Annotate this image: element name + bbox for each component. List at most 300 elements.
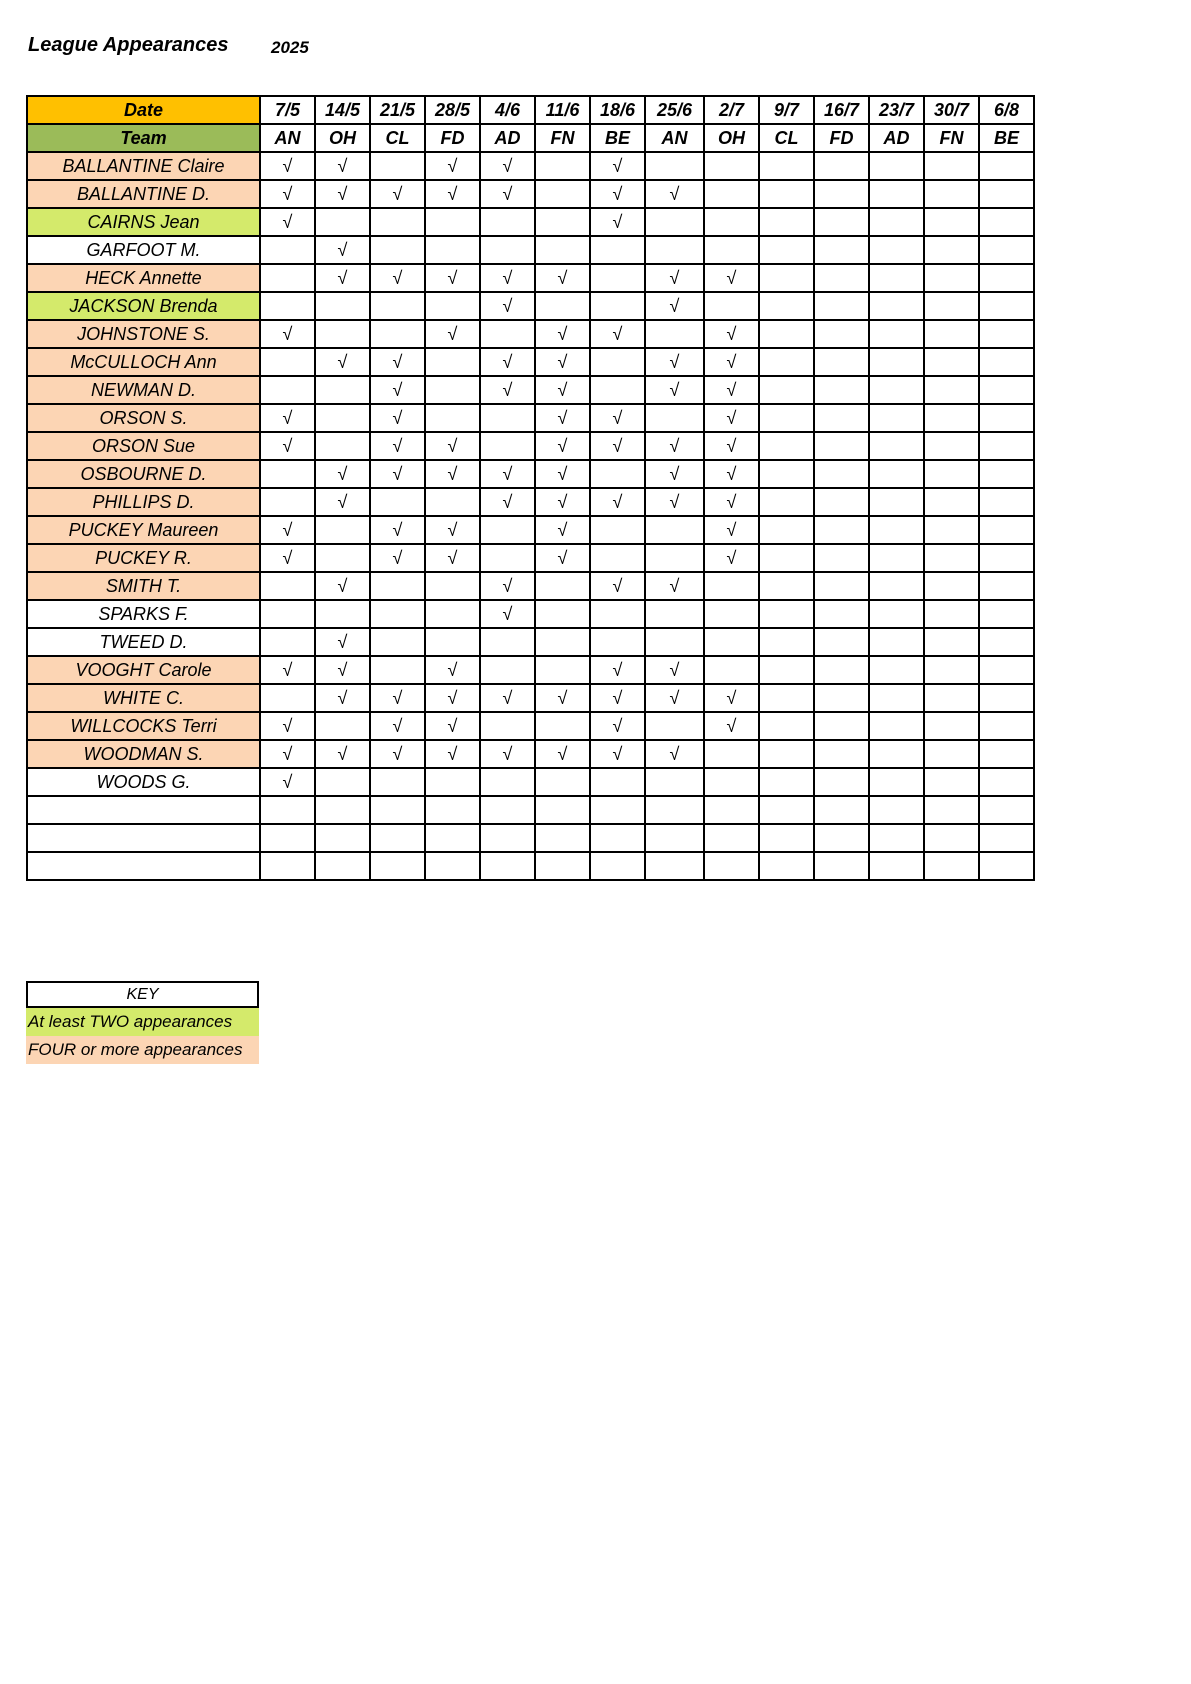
appearance-cell <box>645 152 704 180</box>
appearance-cell: √ <box>590 684 645 712</box>
appearance-cell: √ <box>480 488 535 516</box>
appearance-cell <box>645 208 704 236</box>
appearance-cell: √ <box>260 656 315 684</box>
appearance-cell: √ <box>704 264 759 292</box>
appearance-cell <box>425 488 480 516</box>
appearance-cell <box>480 824 535 852</box>
player-name-cell: OSBOURNE D. <box>27 460 260 488</box>
appearance-cell <box>260 684 315 712</box>
appearance-cell <box>590 460 645 488</box>
appearance-cell <box>814 740 869 768</box>
appearance-cell <box>425 600 480 628</box>
appearance-cell <box>645 768 704 796</box>
appearance-cell: √ <box>315 740 370 768</box>
appearance-cell: √ <box>370 740 425 768</box>
appearance-cell <box>924 432 979 460</box>
appearance-cell: √ <box>370 684 425 712</box>
appearance-cell <box>979 404 1034 432</box>
player-name-cell: WOODS G. <box>27 768 260 796</box>
date-header-cell: 30/7 <box>924 96 979 124</box>
appearance-cell <box>869 180 924 208</box>
appearance-cell: √ <box>645 684 704 712</box>
appearance-cell <box>759 600 814 628</box>
player-name-cell: JOHNSTONE S. <box>27 320 260 348</box>
appearance-cell: √ <box>260 544 315 572</box>
appearance-cell <box>759 180 814 208</box>
appearance-cell <box>260 264 315 292</box>
appearance-cell: √ <box>315 628 370 656</box>
appearance-cell <box>704 656 759 684</box>
appearance-cell <box>590 768 645 796</box>
appearance-cell <box>645 600 704 628</box>
appearance-cell <box>759 796 814 824</box>
appearance-cell <box>979 544 1034 572</box>
appearance-cell <box>370 320 425 348</box>
team-header-cell: AN <box>260 124 315 152</box>
appearance-cell <box>924 600 979 628</box>
date-header-cell: 23/7 <box>869 96 924 124</box>
appearance-cell <box>704 796 759 824</box>
table-row <box>27 712 1034 740</box>
appearance-cell: √ <box>480 684 535 712</box>
appearance-cell <box>704 292 759 320</box>
appearance-cell <box>814 432 869 460</box>
appearance-cell: √ <box>535 348 590 376</box>
table-row <box>27 488 1034 516</box>
appearance-cell <box>425 824 480 852</box>
appearance-cell <box>924 796 979 824</box>
appearance-cell <box>814 516 869 544</box>
table-row <box>27 292 1034 320</box>
appearance-cell: √ <box>425 152 480 180</box>
appearance-cell <box>260 236 315 264</box>
appearance-cell <box>425 768 480 796</box>
appearance-cell <box>315 768 370 796</box>
appearance-cell <box>315 292 370 320</box>
appearance-cell <box>590 264 645 292</box>
appearance-cell: √ <box>645 264 704 292</box>
player-name-cell <box>27 852 260 880</box>
appearance-cell <box>814 404 869 432</box>
appearance-cell <box>704 740 759 768</box>
appearance-cell: √ <box>425 740 480 768</box>
appearance-cell <box>759 572 814 600</box>
appearance-cell <box>315 712 370 740</box>
appearance-cell <box>979 740 1034 768</box>
appearance-cell <box>704 236 759 264</box>
appearance-cell <box>869 432 924 460</box>
team-header-cell: OH <box>315 124 370 152</box>
appearance-cell <box>759 208 814 236</box>
appearance-cell <box>535 712 590 740</box>
appearance-cell: √ <box>315 488 370 516</box>
appearance-cell: √ <box>315 236 370 264</box>
table-row <box>27 432 1034 460</box>
appearance-cell <box>425 796 480 824</box>
player-name-cell <box>27 824 260 852</box>
appearance-cell: √ <box>480 740 535 768</box>
appearance-cell <box>869 628 924 656</box>
appearance-cell <box>480 852 535 880</box>
appearance-cell: √ <box>480 180 535 208</box>
appearance-cell <box>590 600 645 628</box>
appearance-cell <box>814 152 869 180</box>
appearance-cell <box>869 292 924 320</box>
player-name-cell: PUCKEY Maureen <box>27 516 260 544</box>
appearance-cell <box>315 600 370 628</box>
appearance-cell <box>480 796 535 824</box>
appearance-cell <box>814 628 869 656</box>
player-name-cell: ORSON S. <box>27 404 260 432</box>
appearance-cell <box>315 824 370 852</box>
appearance-cell <box>979 656 1034 684</box>
appearance-cell: √ <box>590 712 645 740</box>
appearance-cell <box>535 768 590 796</box>
team-header-cell: AD <box>480 124 535 152</box>
appearance-cell <box>979 628 1034 656</box>
appearance-cell <box>979 796 1034 824</box>
appearance-cell <box>869 852 924 880</box>
appearance-cell <box>924 488 979 516</box>
appearance-cell: √ <box>315 152 370 180</box>
appearance-cell <box>759 768 814 796</box>
appearance-cell <box>480 656 535 684</box>
appearance-cell: √ <box>315 180 370 208</box>
appearance-cell: √ <box>370 264 425 292</box>
appearance-cell <box>924 516 979 544</box>
table-row <box>27 740 1034 768</box>
appearance-cell: √ <box>315 348 370 376</box>
appearance-cell <box>924 628 979 656</box>
appearance-cell <box>535 572 590 600</box>
appearance-cell <box>535 656 590 684</box>
appearance-cell <box>869 740 924 768</box>
appearance-cell <box>979 460 1034 488</box>
appearance-cell <box>535 852 590 880</box>
date-header-cell: 28/5 <box>425 96 480 124</box>
appearance-cell <box>590 516 645 544</box>
appearance-cell: √ <box>645 180 704 208</box>
appearance-cell <box>425 348 480 376</box>
appearance-cell <box>260 376 315 404</box>
appearance-cell <box>869 376 924 404</box>
appearance-cell <box>814 236 869 264</box>
appearance-cell: √ <box>590 656 645 684</box>
appearance-cell: √ <box>535 264 590 292</box>
appearance-cell <box>590 236 645 264</box>
appearance-cell <box>425 404 480 432</box>
appearance-cell: √ <box>645 488 704 516</box>
appearance-cell <box>979 208 1034 236</box>
appearance-cell <box>979 264 1034 292</box>
date-header-cell: 2/7 <box>704 96 759 124</box>
appearance-cell <box>924 768 979 796</box>
appearance-cell <box>869 796 924 824</box>
appearance-cell <box>260 796 315 824</box>
appearance-cell <box>704 852 759 880</box>
appearance-cell <box>869 208 924 236</box>
key-green-label: At least TWO appearances <box>26 1008 259 1036</box>
appearance-cell <box>759 432 814 460</box>
appearance-cell <box>260 628 315 656</box>
appearance-cell <box>590 292 645 320</box>
appearance-cell: √ <box>260 404 315 432</box>
appearance-cell: √ <box>645 432 704 460</box>
table-row <box>27 768 1034 796</box>
appearance-cell <box>590 628 645 656</box>
appearance-cell <box>924 404 979 432</box>
appearance-cell: √ <box>704 348 759 376</box>
appearance-cell: √ <box>535 740 590 768</box>
appearance-cell <box>645 852 704 880</box>
appearance-cell <box>704 824 759 852</box>
appearance-cell: √ <box>704 712 759 740</box>
appearance-cell <box>979 824 1034 852</box>
appearance-cell: √ <box>535 516 590 544</box>
appearance-cell: √ <box>370 404 425 432</box>
appearance-cell <box>260 488 315 516</box>
appearance-cell <box>704 180 759 208</box>
appearance-cell <box>924 544 979 572</box>
appearance-cell: √ <box>370 180 425 208</box>
appearance-cell <box>869 320 924 348</box>
appearance-cell <box>759 488 814 516</box>
appearance-cell: √ <box>535 404 590 432</box>
appearance-cell: √ <box>704 516 759 544</box>
appearance-cell <box>260 824 315 852</box>
appearance-cell: √ <box>645 292 704 320</box>
key-title: KEY <box>26 981 259 1008</box>
appearance-cell <box>814 460 869 488</box>
appearance-cell <box>535 600 590 628</box>
appearance-cell <box>480 208 535 236</box>
appearance-cell <box>924 740 979 768</box>
appearance-cell <box>759 824 814 852</box>
appearance-cell <box>869 152 924 180</box>
table-row <box>27 600 1034 628</box>
team-header-cell: BE <box>979 124 1034 152</box>
appearance-cell <box>704 572 759 600</box>
appearance-cell <box>315 320 370 348</box>
date-header-cell: 7/5 <box>260 96 315 124</box>
appearance-cell <box>260 600 315 628</box>
appearance-cell <box>759 152 814 180</box>
appearance-cell <box>814 572 869 600</box>
appearance-cell <box>645 628 704 656</box>
appearance-cell <box>535 208 590 236</box>
appearance-cell: √ <box>315 460 370 488</box>
appearance-cell <box>869 768 924 796</box>
appearance-cell <box>480 404 535 432</box>
appearance-cell: √ <box>370 348 425 376</box>
appearance-cell <box>315 796 370 824</box>
appearance-cell: √ <box>480 600 535 628</box>
appearance-cell: √ <box>425 684 480 712</box>
appearance-cell <box>590 544 645 572</box>
appearance-cell <box>590 348 645 376</box>
appearance-cell: √ <box>425 264 480 292</box>
appearance-cell <box>315 516 370 544</box>
team-header-cell: CL <box>370 124 425 152</box>
appearance-cell <box>869 684 924 712</box>
appearance-cell <box>480 712 535 740</box>
player-name-cell: VOOGHT Carole <box>27 656 260 684</box>
appearance-cell <box>535 292 590 320</box>
appearance-cell: √ <box>480 348 535 376</box>
appearance-cell <box>425 208 480 236</box>
appearance-cell <box>924 264 979 292</box>
appearance-cell <box>590 824 645 852</box>
appearance-cell <box>924 152 979 180</box>
appearance-cell <box>924 348 979 376</box>
appearance-cell: √ <box>590 740 645 768</box>
appearance-cell: √ <box>425 180 480 208</box>
appearance-cell <box>924 460 979 488</box>
table-row <box>27 180 1034 208</box>
player-name-cell: SMITH T. <box>27 572 260 600</box>
appearance-cell <box>814 852 869 880</box>
appearance-cell <box>979 712 1034 740</box>
appearance-cell <box>924 236 979 264</box>
player-name-cell: TWEED D. <box>27 628 260 656</box>
appearance-cell: √ <box>480 376 535 404</box>
appearance-cell <box>590 796 645 824</box>
table-row <box>27 572 1034 600</box>
appearance-cell <box>759 740 814 768</box>
appearance-cell: √ <box>704 432 759 460</box>
appearance-cell <box>814 348 869 376</box>
player-name-cell: McCULLOCH Ann <box>27 348 260 376</box>
appearance-cell <box>979 768 1034 796</box>
appearance-cell: √ <box>535 684 590 712</box>
appearance-cell <box>370 796 425 824</box>
appearance-cell <box>590 852 645 880</box>
appearance-cell <box>869 572 924 600</box>
appearance-cell: √ <box>535 488 590 516</box>
appearance-cell: √ <box>370 432 425 460</box>
appearance-cell: √ <box>315 684 370 712</box>
appearance-cell <box>260 460 315 488</box>
appearance-cell <box>814 824 869 852</box>
appearance-cell <box>759 684 814 712</box>
appearance-cell <box>370 852 425 880</box>
appearance-cell: √ <box>704 460 759 488</box>
table-row <box>27 264 1034 292</box>
appearance-cell <box>645 544 704 572</box>
appearance-cell <box>370 152 425 180</box>
appearance-cell: √ <box>260 180 315 208</box>
appearance-cell: √ <box>480 152 535 180</box>
appearance-cell: √ <box>590 152 645 180</box>
appearance-cell: √ <box>535 376 590 404</box>
appearance-cell <box>370 236 425 264</box>
appearance-cell <box>979 488 1034 516</box>
table-row <box>27 852 1034 880</box>
table-row <box>27 628 1034 656</box>
appearance-cell: √ <box>480 292 535 320</box>
appearance-cell <box>979 236 1034 264</box>
table-row <box>27 236 1034 264</box>
appearance-cell <box>315 376 370 404</box>
date-header-cell: 14/5 <box>315 96 370 124</box>
appearance-cell <box>370 572 425 600</box>
appearance-cell <box>704 600 759 628</box>
appearance-cell <box>869 544 924 572</box>
appearance-cell: √ <box>645 376 704 404</box>
appearance-cell <box>759 376 814 404</box>
team-header-cell: FN <box>924 124 979 152</box>
appearance-cell: √ <box>704 488 759 516</box>
key-peach-label: FOUR or more appearances <box>26 1036 259 1064</box>
appearance-cell <box>759 852 814 880</box>
team-header-cell: AD <box>869 124 924 152</box>
appearance-cell <box>979 320 1034 348</box>
appearance-cell <box>370 600 425 628</box>
appearance-cell <box>759 348 814 376</box>
appearance-cell <box>480 768 535 796</box>
team-header-cell: BE <box>590 124 645 152</box>
appearance-cell: √ <box>315 264 370 292</box>
appearance-cell <box>480 320 535 348</box>
appearance-cell <box>924 684 979 712</box>
appearance-cell <box>979 180 1034 208</box>
appearance-cell <box>480 516 535 544</box>
team-header-row <box>27 124 1034 152</box>
table-row <box>27 152 1034 180</box>
appearance-cell: √ <box>260 320 315 348</box>
appearance-cell <box>924 320 979 348</box>
appearance-cell <box>869 516 924 544</box>
appearance-cell <box>645 516 704 544</box>
appearance-cell <box>260 572 315 600</box>
appearance-cell <box>759 712 814 740</box>
appearance-cell <box>759 516 814 544</box>
appearance-cell <box>814 376 869 404</box>
appearance-cell: √ <box>425 460 480 488</box>
appearance-cell <box>814 264 869 292</box>
player-name-cell: WHITE C. <box>27 684 260 712</box>
player-name-cell: WILLCOCKS Terri <box>27 712 260 740</box>
team-header-cell: OH <box>704 124 759 152</box>
player-name-cell: JACKSON Brenda <box>27 292 260 320</box>
appearance-cell <box>370 656 425 684</box>
appearance-cell: √ <box>645 740 704 768</box>
appearance-cell: √ <box>535 320 590 348</box>
appearance-cell: √ <box>260 516 315 544</box>
appearance-cell <box>759 628 814 656</box>
appearance-cell <box>370 628 425 656</box>
year-label: 2025 <box>271 38 309 57</box>
table-row <box>27 656 1034 684</box>
date-header-cell: 18/6 <box>590 96 645 124</box>
appearance-cell <box>869 236 924 264</box>
appearance-cell <box>759 656 814 684</box>
appearance-cell: √ <box>370 544 425 572</box>
appearance-cell <box>924 376 979 404</box>
appearance-cell <box>979 152 1034 180</box>
appearance-cell <box>759 320 814 348</box>
appearance-cell <box>979 572 1034 600</box>
appearance-cell <box>979 684 1034 712</box>
appearance-cell <box>759 264 814 292</box>
appearance-cell <box>645 796 704 824</box>
appearance-cell: √ <box>645 572 704 600</box>
appearance-cell <box>370 824 425 852</box>
appearance-cell: √ <box>480 460 535 488</box>
table-row <box>27 824 1034 852</box>
appearance-cell: √ <box>704 376 759 404</box>
appearance-cell <box>704 768 759 796</box>
